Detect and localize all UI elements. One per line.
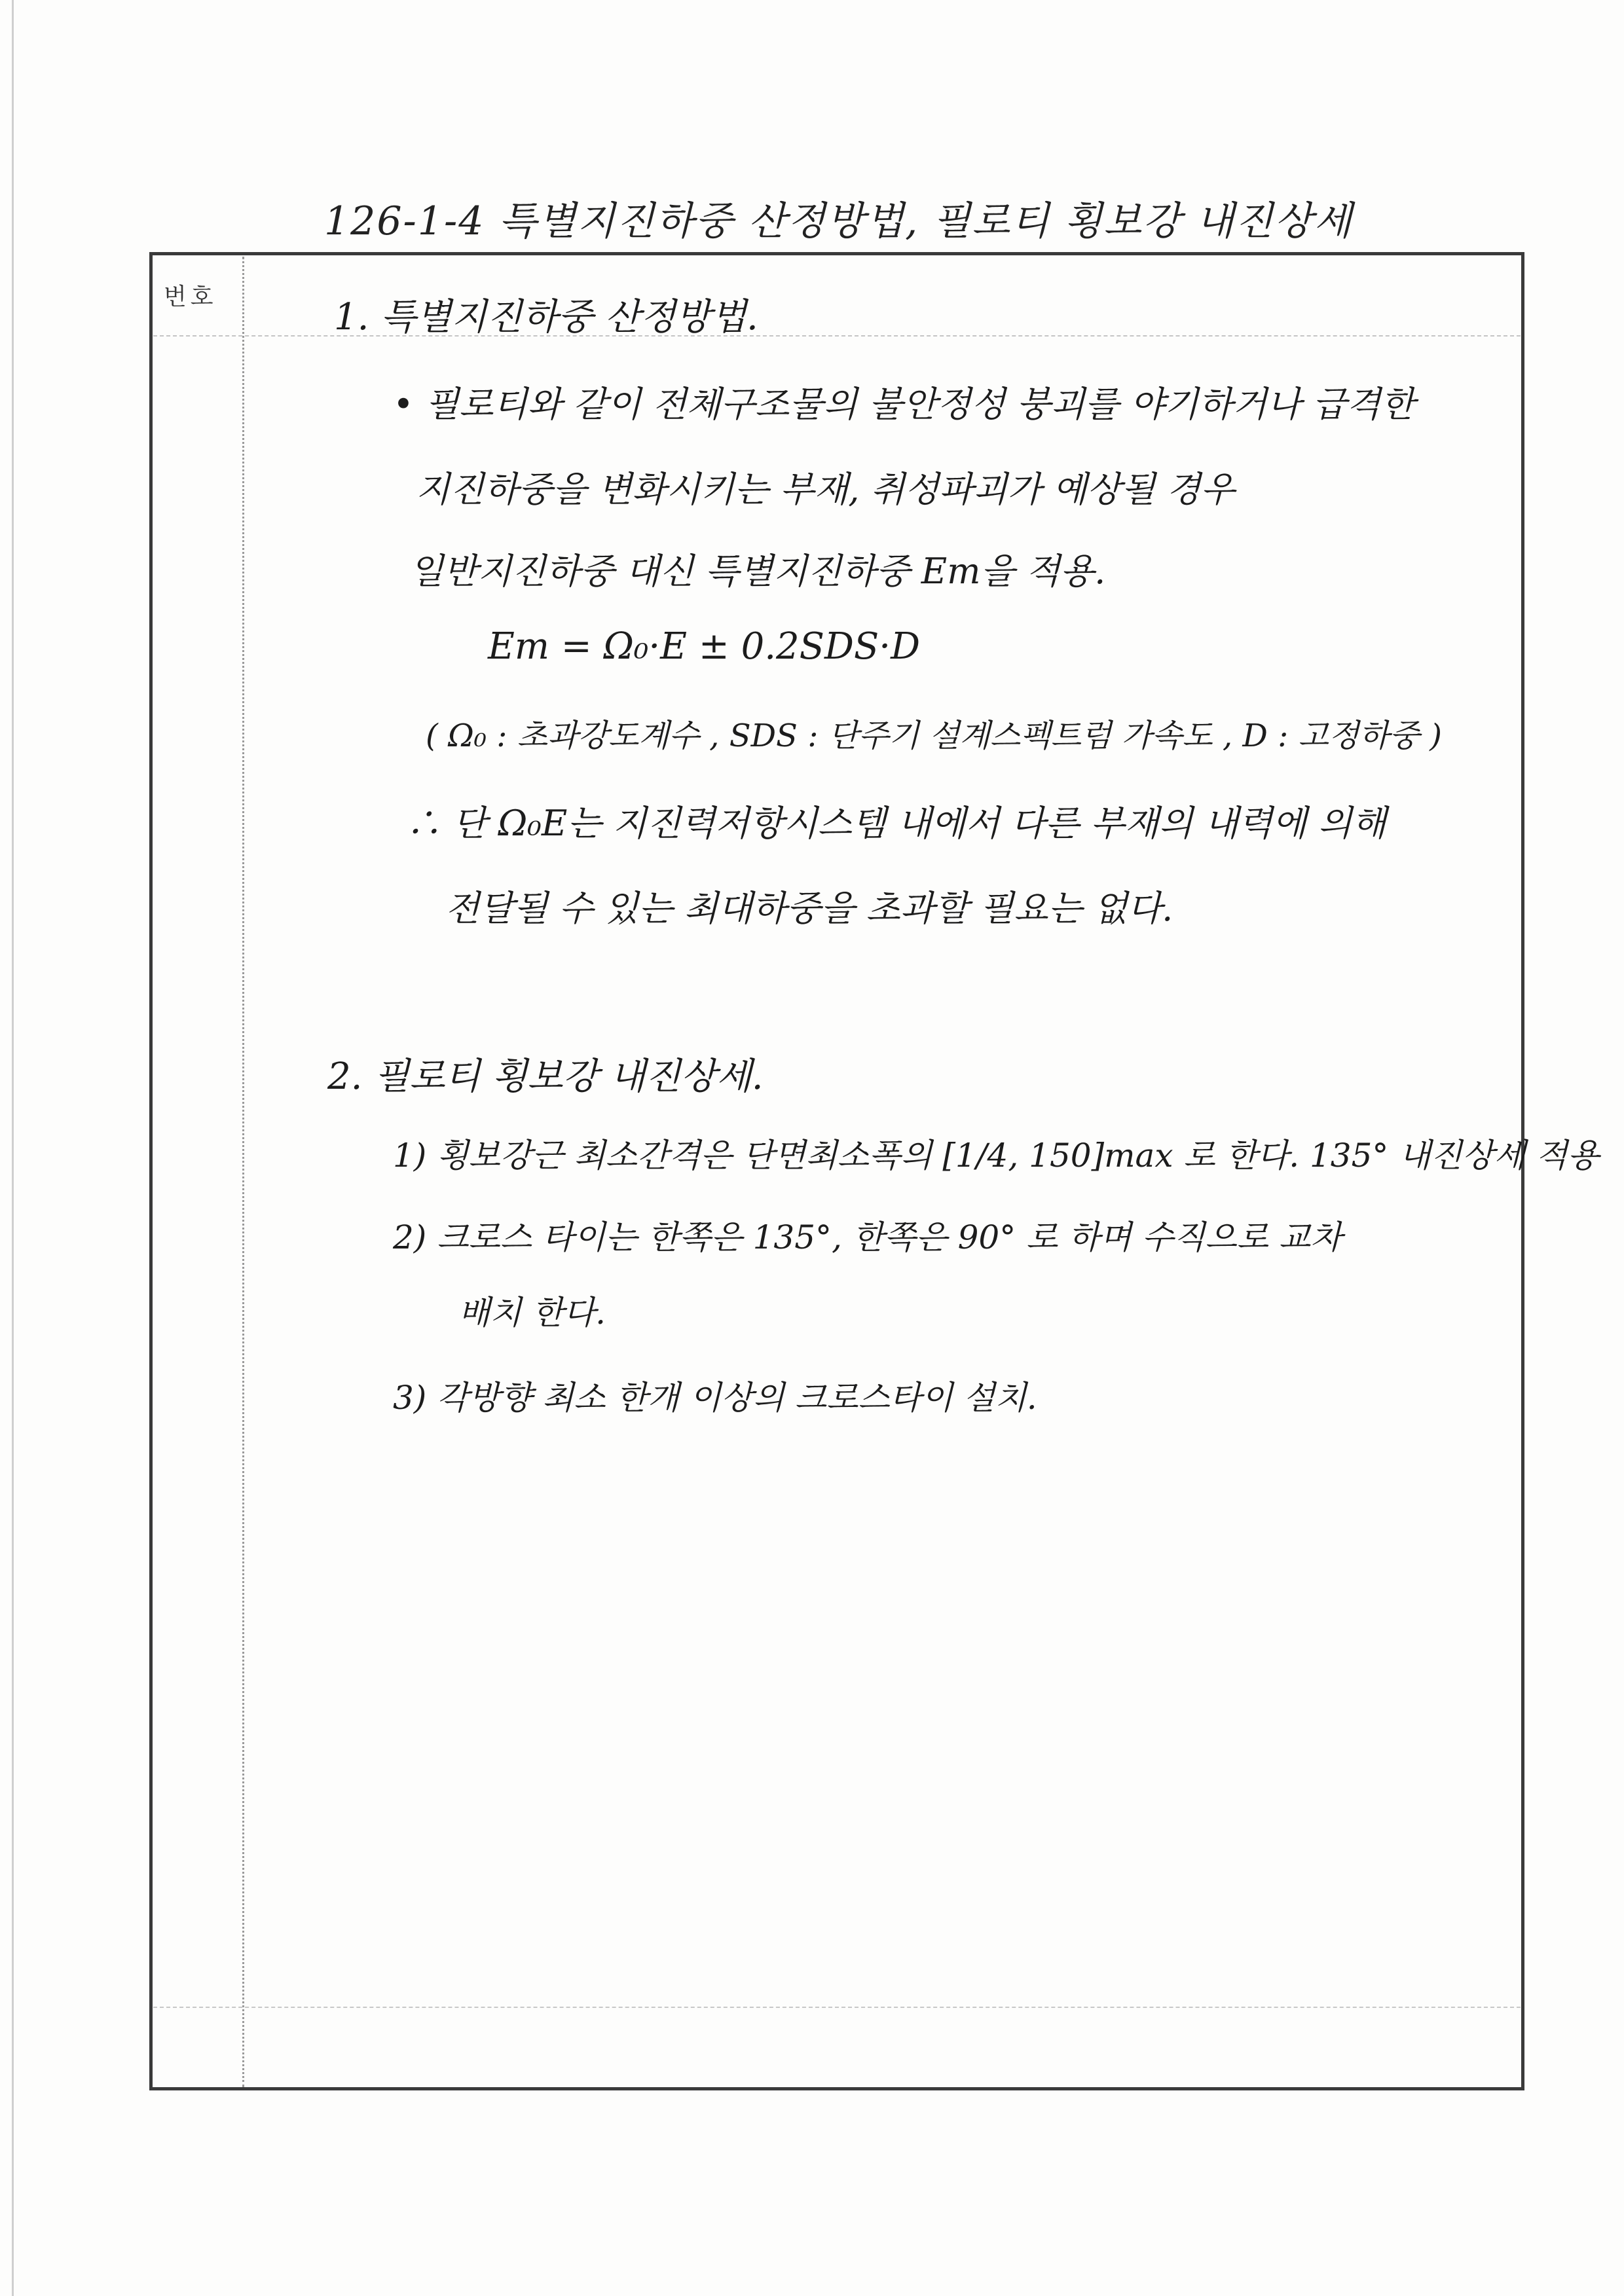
section-2-item: 2) 크로스 타이는 한쪽은 135°, 한쪽은 90° 로 하며 수직으로 교차	[393, 1218, 1342, 1256]
number-column-divider	[242, 257, 244, 2087]
formula-notation: ( Ω₀ : 초과강도계수 , SDS : 단주기 설계스펙트럼 가속도 , D : 고정하중 )	[426, 718, 1442, 754]
page-title: 126-1-4 특별지진하중 산정방법, 필로티 횡보강 내진상세	[324, 198, 1354, 244]
section-2-heading: 2. 필로티 횡보강 내진상세.	[327, 1055, 764, 1098]
section-2-item: 배치 한다.	[458, 1294, 606, 1332]
section-1-note: ∴ 단 Ω₀E는 지진력저항시스템 내에서 다른 부재의 내력에 의해	[406, 803, 1386, 844]
section-1-note: 전달될 수 있는 최대하중을 초과할 필요는 없다.	[445, 888, 1173, 929]
section-1-line: 지진하중을 변화시키는 부재, 취성파괴가 예상될 경우	[416, 469, 1235, 510]
section-2-item: 3) 각방향 최소 한개 이상의 크로스타이 설치.	[393, 1379, 1037, 1417]
section-1-line: 일반지진하중 대신 특별지진하중 Em을 적용.	[409, 551, 1106, 592]
number-column-header: 번호	[164, 283, 217, 310]
scan-edge	[12, 0, 14, 2296]
bottom-rule	[153, 2007, 1521, 2008]
special-seismic-load-formula: Em = Ω₀·E ± 0.2SDS·D	[488, 625, 920, 668]
section-1-heading: 1. 특별지진하중 산정방법.	[334, 296, 758, 338]
section-2-item: 1) 횡보강근 최소간격은 단면최소폭의 [1/4, 150]max 로 한다. 135° 내진상세 적용	[393, 1137, 1600, 1175]
section-1-line: • 필로티와 같이 전체구조물의 불안정성 붕괴를 야기하거나 급격한	[393, 384, 1415, 425]
